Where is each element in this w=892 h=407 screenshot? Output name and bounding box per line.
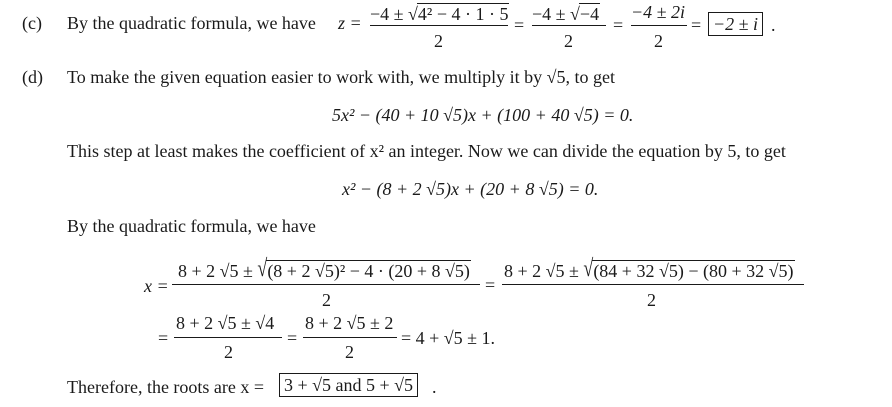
equation-tail: = 4 + √5 ± 1. xyxy=(401,328,496,348)
equals-1: = xyxy=(514,15,525,35)
conclusion-text xyxy=(67,378,264,396)
fraction-d2-radical: √(84 + 32 √5) − (80 + 32 √5) xyxy=(583,254,794,282)
answer-c-box: −2 ± i xyxy=(708,12,763,36)
fraction-d3-numerator: 8 + 2 √5 ± √4 xyxy=(176,313,275,333)
fraction-d1-radicand: (8 + 2 √5)² − 4 · (20 + 8 √5) xyxy=(267,261,470,281)
equals-d-b: = xyxy=(158,328,169,348)
equation-2: x² − (8 + 2 √5)x + (20 + 8 √5) = 0. xyxy=(342,179,599,199)
fraction-d2-bar xyxy=(502,284,804,285)
part-d-intro: To make the given equation easier to work with, we multiply it by √5, to get xyxy=(67,67,616,87)
period-c: . xyxy=(771,15,776,35)
fraction-d4-denominator: 2 xyxy=(345,342,354,362)
part-c-text: By the quadratic formula, we have xyxy=(67,13,316,33)
fraction-d4-bar xyxy=(303,337,397,338)
equals-d-a: = xyxy=(485,275,496,295)
fraction-2-denominator: 2 xyxy=(564,31,573,51)
fraction-d1-numerator xyxy=(178,254,471,282)
fraction-d2-prefix: 8 + 2 √5 ± xyxy=(504,261,584,281)
z-equals: z = xyxy=(338,13,362,33)
equals-3: = xyxy=(691,15,702,35)
period-d: . xyxy=(432,377,437,397)
fraction-3-bar xyxy=(631,25,687,26)
fraction-d3-denominator: 2 xyxy=(224,342,233,362)
fraction-d1-denominator: 2 xyxy=(322,290,331,310)
fraction-3-denominator: 2 xyxy=(654,31,663,51)
answer-d-box: 3 + √5 and 5 + √5 xyxy=(279,373,418,397)
equation-1: 5x² − (40 + 10 √5)x + (100 + 40 √5) = 0. xyxy=(332,105,634,125)
fraction-2-radicand: −4 xyxy=(579,4,600,24)
fraction-d3-bar xyxy=(174,337,282,338)
fraction-1-radical: √4² − 4 · 1 · 5 xyxy=(408,4,509,24)
fraction-d1-prefix: 8 + 2 √5 ± xyxy=(178,261,258,281)
part-c-label: (c) xyxy=(22,13,42,33)
formula-intro: By the quadratic formula, we have xyxy=(67,216,316,236)
fraction-1-numerator xyxy=(370,3,509,23)
equals-d-c: = xyxy=(287,328,298,348)
fraction-3-numerator: −4 ± 2i xyxy=(631,2,686,22)
fraction-2-prefix: −4 ± xyxy=(532,4,571,24)
fraction-2-radical: √−4 xyxy=(570,4,600,24)
conclusion-label: Therefore, the roots are x = xyxy=(67,377,265,397)
fraction-d1-radical: √(8 + 2 √5)² − 4 · (20 + 8 √5) xyxy=(257,254,470,282)
fraction-d2-radicand: (84 + 32 √5) − (80 + 32 √5) xyxy=(593,261,794,281)
fraction-1-bar xyxy=(370,25,508,26)
equals-2: = xyxy=(613,15,624,35)
fraction-2-numerator xyxy=(532,3,600,23)
fraction-1-denominator: 2 xyxy=(434,31,443,51)
fraction-d2-numerator xyxy=(504,254,795,282)
fraction-1-prefix: −4 ± xyxy=(370,4,409,24)
fraction-2-bar xyxy=(532,25,606,26)
fraction-d4-numerator: 8 + 2 √5 ± 2 xyxy=(305,313,394,333)
x-equals: x = xyxy=(144,276,169,296)
fraction-d2-denominator: 2 xyxy=(647,290,656,310)
part-d-middle: This step at least makes the coefficient of x² an integer. Now we can divide the equation by 5, to get xyxy=(67,141,786,161)
fraction-1-radicand: 4² − 4 · 1 · 5 xyxy=(417,4,509,24)
fraction-d1-bar xyxy=(172,284,480,285)
part-d-label: (d) xyxy=(22,67,43,87)
